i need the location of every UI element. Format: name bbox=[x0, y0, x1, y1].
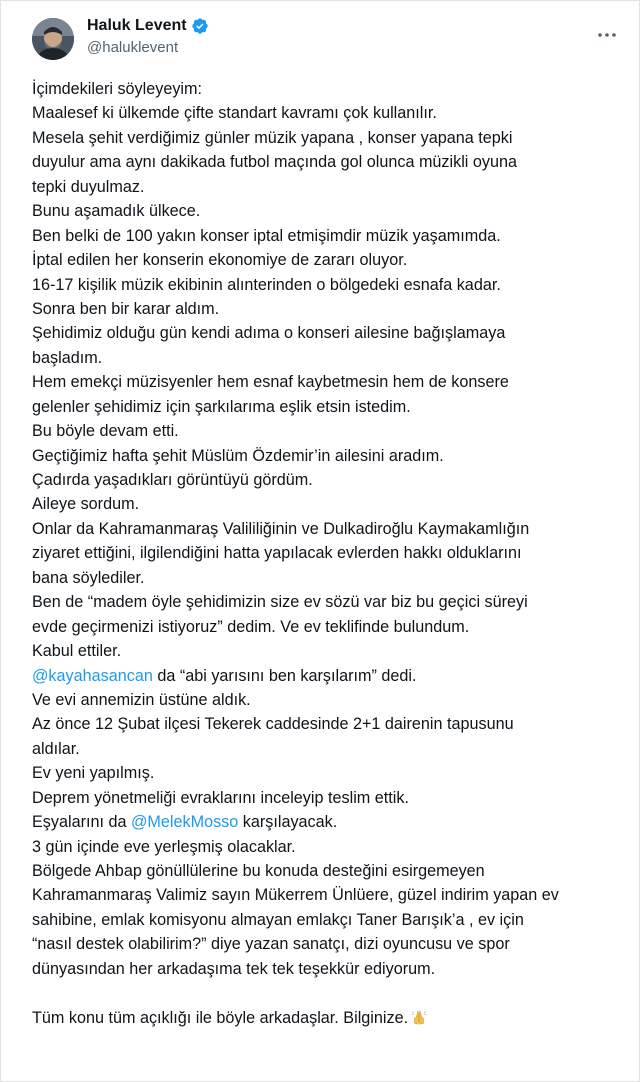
tweet-line: Çadırda yaşadıkları görüntüyü gördüm. bbox=[32, 471, 313, 489]
avatar-photo bbox=[32, 18, 74, 60]
tweet-line: dünyasından her arkadaşıma tek tek teşekkür ediyorum. bbox=[32, 959, 436, 978]
verified-badge-icon bbox=[191, 17, 209, 35]
line-text: karşılayacak. bbox=[238, 813, 338, 832]
tweet-text bbox=[32, 77, 632, 1030]
tweet-line: Maalesef ki ülkemde çifte standart kavramı çok kullanılır. bbox=[32, 104, 437, 123]
tweet-line: Aileye sordum. bbox=[32, 495, 140, 514]
line-text: Tüm konu tüm açıklığı ile böyle arkadaşlar. Bilginize. bbox=[32, 1008, 409, 1027]
tweet-line: Ben belki de 100 yakın konser iptal etmişimdir müzik yaşamımda. bbox=[32, 226, 501, 245]
tweet-line: Ev yeni yapılmış. bbox=[32, 764, 155, 783]
tweet-line: aldılar. bbox=[32, 739, 80, 758]
tweet-line: Kabul ettiler. bbox=[32, 642, 122, 661]
handle[interactable]: @haluklevent bbox=[87, 39, 179, 56]
tweet-line: Bölgede Ahbap gönüllülerine bu konuda desteğini esirgemeyen bbox=[32, 862, 485, 880]
tweet-line: Deprem yönetmeliği evraklarını inceleyip teslim ettik. bbox=[32, 788, 409, 807]
tweet-line: Ben de “madem öyle şehidimizin size ev sözü var biz bu geçici süreyi bbox=[32, 593, 528, 612]
tweet-line bbox=[32, 664, 632, 688]
tweet-line: Onlar da Kahramanmaraş Valililiğinin ve Dulkadiroğlu Kaymakamlığın bbox=[32, 519, 530, 538]
tweet-line: tepki duyulmaz. bbox=[32, 177, 145, 196]
tweet-line: Mesela şehit verdiğimiz günler müzik yapana , konser yapana tepki bbox=[32, 128, 513, 147]
tweet-line: Bu böyle devam etti. bbox=[32, 422, 179, 441]
tweet-line: Ve evi annemizin üstüne aldık. bbox=[32, 690, 251, 709]
tweet-line: evde geçirmenizi istiyoruz” dedim. Ve ev teklifinde bulundum. bbox=[32, 617, 470, 636]
tweet-line: Hem emekçi müzisyenler hem esnaf kaybetmesin hem de konsere bbox=[32, 373, 509, 392]
tweet-line: Kahramanmaraş Valimiz sayın Mükerrem Ünlüere, güzel indirim yapan ev bbox=[32, 886, 559, 905]
tweet-line: sahibine, emlak komisyonu almayan emlakçı Taner Barışık’a , ev için bbox=[32, 910, 524, 929]
tweet-line: “nasıl destek olabilirim?” diye yazan sanatçı, dizi oyuncusu ve spor bbox=[32, 935, 510, 954]
line-text: da “abi yarısını ben karşılarım” dedi. bbox=[152, 666, 417, 685]
more-options-icon[interactable] bbox=[595, 23, 619, 47]
tweet-line: Az önce 12 Şubat ilçesi Tekerek caddesinde 2+1 dairenin tapusunu bbox=[32, 715, 514, 734]
tweet-line: başladım. bbox=[32, 348, 103, 367]
tweet-header bbox=[1, 1, 640, 67]
paragraph-gap bbox=[32, 981, 632, 1005]
tweet-line: Sonra ben bir karar aldım. bbox=[32, 299, 220, 318]
tweet-line: 3 gün içinde eve yerleşmiş olacaklar. bbox=[32, 837, 296, 856]
tweet-line: Geçtiğimiz hafta şehit Müslüm Özdemir’in ailesini aradım. bbox=[32, 446, 444, 465]
tweet-line: İptal edilen her konserin ekonomiye de zararı oluyor. bbox=[32, 251, 408, 270]
tweet-line: gelenler şehidimiz için şarkılarıma eşlik etsin istedim. bbox=[32, 397, 411, 416]
line-text: Eşyalarını da bbox=[32, 813, 131, 832]
folded-hands-icon bbox=[410, 1008, 428, 1026]
tweet-line: bana söylediler. bbox=[32, 568, 145, 587]
mention-link[interactable]: @kayahasancan bbox=[32, 666, 153, 685]
tweet-line: İçimdekileri söyleyeyim: bbox=[32, 80, 203, 98]
tweet-line bbox=[32, 1006, 632, 1030]
name-row bbox=[87, 17, 209, 35]
tweet-line: Şehidimiz olduğu gün kendi adıma o konseri ailesine bağışlamaya bbox=[32, 324, 506, 343]
tweet-line bbox=[32, 810, 632, 834]
tweet-line: duyulur ama aynı dakikada futbol maçında gol olunca müzikli oyuna bbox=[32, 153, 518, 172]
tweet-line: 16-17 kişilik müzik ekibinin alınterinden o bölgedeki esnafa kadar. bbox=[32, 275, 501, 294]
mention-link[interactable]: @MelekMosso bbox=[130, 813, 239, 832]
tweet-line: Bunu aşamadık ülkece. bbox=[32, 202, 201, 221]
tweet-line: ziyaret ettiğini, ilgilendiğini hatta yapılacak evlerden hakkı olduklarını bbox=[32, 544, 522, 563]
avatar[interactable] bbox=[32, 18, 74, 60]
display-name[interactable]: Haluk Levent bbox=[87, 17, 187, 34]
